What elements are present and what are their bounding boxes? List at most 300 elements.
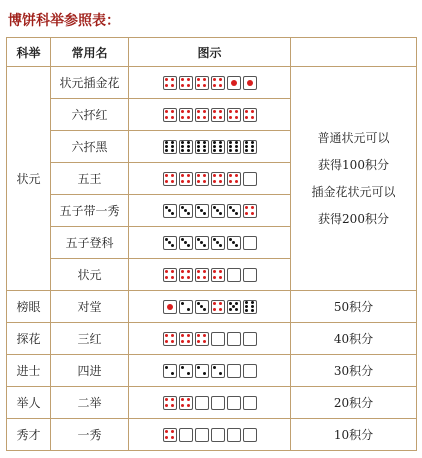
table-row xyxy=(7,323,417,355)
die-pip xyxy=(171,180,174,183)
die-pip xyxy=(165,84,168,87)
die-face-6-icon xyxy=(243,300,257,314)
die-pip xyxy=(251,305,254,308)
die-pip xyxy=(219,141,222,144)
die-face-2-icon xyxy=(179,364,193,378)
table-row xyxy=(7,387,417,419)
die-pip xyxy=(229,302,232,305)
name-cell: 对堂 xyxy=(51,291,129,323)
die-face-3-icon xyxy=(163,236,177,250)
die-face-4-icon xyxy=(195,108,209,122)
die-pip xyxy=(229,238,232,241)
die-pip xyxy=(171,110,174,113)
die-pip xyxy=(251,206,254,209)
die-face-4-icon xyxy=(195,76,209,90)
die-pip xyxy=(197,340,200,343)
table-row xyxy=(7,67,417,99)
blank-die-icon xyxy=(227,364,241,378)
die-pip xyxy=(251,116,254,119)
die-pip xyxy=(165,174,168,177)
blank-die-icon xyxy=(211,428,225,442)
name-cell: 五子登科 xyxy=(51,227,129,259)
die-face-4-icon xyxy=(211,108,225,122)
die-pip xyxy=(165,340,168,343)
die-pip xyxy=(171,116,174,119)
die-pip xyxy=(219,78,222,81)
die-pip xyxy=(165,238,168,241)
rank-cell: 举人 xyxy=(7,387,51,419)
die-pip xyxy=(171,398,174,401)
die-pip xyxy=(181,366,184,369)
die-pip xyxy=(213,308,216,311)
die-pip xyxy=(187,116,190,119)
die-pip xyxy=(187,212,190,215)
die-pip xyxy=(197,302,200,305)
die-pip xyxy=(245,149,248,152)
die-pip xyxy=(213,302,216,305)
blank-die-icon xyxy=(227,332,241,346)
die-pip xyxy=(219,174,222,177)
name-cell: 一秀 xyxy=(51,419,129,451)
keju-reference-table xyxy=(6,37,417,451)
die-pip xyxy=(219,302,222,305)
die-pip xyxy=(203,340,206,343)
die-face-4-icon xyxy=(179,268,193,282)
die-pip xyxy=(219,308,222,311)
die-pip xyxy=(187,149,190,152)
die-face-4-icon xyxy=(243,108,257,122)
die-face-4-icon xyxy=(163,76,177,90)
die-pip xyxy=(181,145,184,148)
die-pip xyxy=(197,270,200,273)
table-title: 博饼科举参照表： xyxy=(8,13,120,29)
score-cell: 30积分 xyxy=(291,355,417,387)
die-pip xyxy=(187,334,190,337)
die-pip xyxy=(245,116,248,119)
die-pip xyxy=(213,145,216,148)
name-cell: 五王 xyxy=(51,163,129,195)
die-pip xyxy=(165,145,168,148)
die-face-3-icon xyxy=(195,204,209,218)
die-pip xyxy=(235,174,238,177)
name-cell: 状元 xyxy=(51,259,129,291)
die-face-3-icon xyxy=(211,236,225,250)
die-pip xyxy=(219,212,222,215)
die-pip xyxy=(235,308,238,311)
dice-set xyxy=(129,364,290,378)
die-face-4-icon xyxy=(163,428,177,442)
die-pip xyxy=(197,276,200,279)
die-pip xyxy=(235,110,238,113)
table-row xyxy=(7,355,417,387)
die-pip xyxy=(171,149,174,152)
die-pip xyxy=(197,206,200,209)
die-pip xyxy=(171,244,174,247)
die-pip xyxy=(251,301,254,304)
die-pip xyxy=(245,305,248,308)
die-pip xyxy=(181,206,184,209)
die-pip xyxy=(229,206,232,209)
name-cell: 六抔红 xyxy=(51,99,129,131)
die-pip xyxy=(187,276,190,279)
die-pip xyxy=(165,141,168,144)
die-pip xyxy=(197,145,200,148)
die-pip xyxy=(245,309,248,312)
die-pip xyxy=(165,206,168,209)
die-pip xyxy=(251,141,254,144)
die-pip xyxy=(165,110,168,113)
die-face-4-icon xyxy=(179,332,193,346)
note-line: 获得200积分 xyxy=(318,211,389,226)
die-pip xyxy=(203,149,206,152)
rank-cell: 进士 xyxy=(7,355,51,387)
die-pip xyxy=(187,404,190,407)
die-pip xyxy=(203,270,206,273)
die-pip xyxy=(203,116,206,119)
die-pip xyxy=(219,180,222,183)
name-cell: 六抔黑 xyxy=(51,131,129,163)
header-score xyxy=(291,38,417,67)
die-pip xyxy=(197,174,200,177)
die-face-5-icon xyxy=(227,300,241,314)
die-pip xyxy=(181,334,184,337)
die-pip xyxy=(219,244,222,247)
die-pip xyxy=(245,141,248,144)
die-pip xyxy=(213,276,216,279)
die-pip xyxy=(181,149,184,152)
header-name: 常用名 xyxy=(51,38,129,67)
dice-set xyxy=(129,428,290,442)
name-cell: 四进 xyxy=(51,355,129,387)
die-pip xyxy=(203,372,206,375)
blank-die-icon xyxy=(243,332,257,346)
die-pip xyxy=(165,116,168,119)
die-pip xyxy=(251,309,254,312)
die-pip xyxy=(245,110,248,113)
die-pip xyxy=(165,334,168,337)
die-pip xyxy=(235,180,238,183)
die-face-6-icon xyxy=(163,140,177,154)
die-pip xyxy=(187,174,190,177)
die-face-3-icon xyxy=(195,236,209,250)
dice-set xyxy=(129,300,290,314)
note-line: 获得100积分 xyxy=(318,157,389,172)
die-pip xyxy=(197,78,200,81)
die-pip xyxy=(187,270,190,273)
die-pip xyxy=(213,116,216,119)
die-pip xyxy=(235,145,238,148)
die-pip xyxy=(219,149,222,152)
die-pip xyxy=(187,372,190,375)
die-pip xyxy=(219,372,222,375)
rank-cell: 榜眼 xyxy=(7,291,51,323)
blank-die-icon xyxy=(179,428,193,442)
die-pip xyxy=(171,334,174,337)
die-pip xyxy=(171,430,174,433)
blank-die-icon xyxy=(211,332,225,346)
die-pip xyxy=(235,302,238,305)
die-face-4-icon xyxy=(179,172,193,186)
die-pip xyxy=(213,84,216,87)
die-face-6-icon xyxy=(195,140,209,154)
die-pip xyxy=(181,174,184,177)
dice-set xyxy=(129,140,290,154)
die-face-4-icon xyxy=(243,204,257,218)
die-face-2-icon xyxy=(211,364,225,378)
score-cell: 20积分 xyxy=(291,387,417,419)
die-pip xyxy=(171,145,174,148)
die-pip xyxy=(245,206,248,209)
die-face-4-icon xyxy=(227,172,241,186)
die-face-3-icon xyxy=(163,204,177,218)
die-pip xyxy=(235,212,238,215)
die-face-4-icon xyxy=(211,172,225,186)
die-pip xyxy=(187,398,190,401)
die-pip xyxy=(171,404,174,407)
die-pip xyxy=(187,180,190,183)
die-face-4-icon xyxy=(195,172,209,186)
die-pip xyxy=(181,84,184,87)
die-face-2-icon xyxy=(195,364,209,378)
die-face-4-icon xyxy=(163,396,177,410)
die-pip xyxy=(181,180,184,183)
die-pip xyxy=(171,174,174,177)
die-pip xyxy=(187,308,190,311)
die-pip xyxy=(213,270,216,273)
die-pip xyxy=(165,270,168,273)
die-pip xyxy=(181,398,184,401)
blank-die-icon xyxy=(243,268,257,282)
die-pip xyxy=(213,149,216,152)
die-pip xyxy=(197,149,200,152)
die-pip xyxy=(165,276,168,279)
rank-cell: 状元 xyxy=(7,67,51,291)
die-pip xyxy=(187,110,190,113)
blank-die-icon xyxy=(195,428,209,442)
die-face-4-icon xyxy=(163,332,177,346)
die-pip xyxy=(229,308,232,311)
blank-die-icon xyxy=(195,396,209,410)
die-pip xyxy=(197,141,200,144)
die-pip xyxy=(171,270,174,273)
die-pip xyxy=(171,340,174,343)
die-pip xyxy=(167,304,173,310)
die-face-3-icon xyxy=(227,204,241,218)
die-pip xyxy=(181,110,184,113)
dice-set xyxy=(129,108,290,122)
die-pip xyxy=(219,116,222,119)
die-face-4-icon xyxy=(163,108,177,122)
dice-set xyxy=(129,204,290,218)
die-pip xyxy=(245,145,248,148)
die-face-4-icon xyxy=(211,268,225,282)
die-pip xyxy=(251,149,254,152)
die-pip xyxy=(213,141,216,144)
die-pip xyxy=(251,212,254,215)
die-face-3-icon xyxy=(211,204,225,218)
die-pip xyxy=(187,244,190,247)
die-pip xyxy=(203,78,206,81)
die-pip xyxy=(229,174,232,177)
die-face-3-icon xyxy=(227,236,241,250)
die-pip xyxy=(219,270,222,273)
dice-set xyxy=(129,268,290,282)
die-pip xyxy=(213,78,216,81)
die-face-4-icon xyxy=(195,332,209,346)
die-pip xyxy=(197,180,200,183)
dice-set xyxy=(129,332,290,346)
die-pip xyxy=(181,404,184,407)
blank-die-icon xyxy=(227,428,241,442)
die-pip xyxy=(229,180,232,183)
die-pip xyxy=(219,84,222,87)
die-pip xyxy=(203,308,206,311)
die-pip xyxy=(171,276,174,279)
die-pip xyxy=(213,238,216,241)
die-pip xyxy=(203,334,206,337)
die-pip xyxy=(187,340,190,343)
zhuangyuan-note xyxy=(291,67,417,291)
die-face-4-icon xyxy=(211,300,225,314)
die-pip xyxy=(229,149,232,152)
die-pip xyxy=(213,366,216,369)
die-pip xyxy=(229,141,232,144)
die-pip xyxy=(213,206,216,209)
die-pip xyxy=(203,244,206,247)
die-pip xyxy=(165,404,168,407)
die-pip xyxy=(181,302,184,305)
score-cell: 50积分 xyxy=(291,291,417,323)
die-pip xyxy=(203,110,206,113)
die-pip xyxy=(203,141,206,144)
die-pip xyxy=(213,110,216,113)
die-pip xyxy=(187,78,190,81)
name-cell: 五子带一秀 xyxy=(51,195,129,227)
die-pip xyxy=(171,372,174,375)
dice-set xyxy=(129,396,290,410)
dice-set xyxy=(129,236,290,250)
rank-cell: 探花 xyxy=(7,323,51,355)
die-pip xyxy=(203,84,206,87)
die-pip xyxy=(187,141,190,144)
die-face-4-icon xyxy=(163,172,177,186)
die-face-6-icon xyxy=(211,140,225,154)
die-pip xyxy=(235,116,238,119)
die-pip xyxy=(235,244,238,247)
die-pip xyxy=(165,436,168,439)
die-pip xyxy=(235,141,238,144)
die-face-4-icon xyxy=(179,76,193,90)
die-pip xyxy=(219,110,222,113)
die-pip xyxy=(203,276,206,279)
blank-die-icon xyxy=(243,364,257,378)
die-pip xyxy=(203,145,206,148)
dice-set xyxy=(129,76,290,90)
name-cell: 二举 xyxy=(51,387,129,419)
die-pip xyxy=(245,212,248,215)
die-pip xyxy=(165,366,168,369)
die-pip xyxy=(219,276,222,279)
die-pip xyxy=(251,110,254,113)
die-pip xyxy=(181,78,184,81)
die-pip xyxy=(187,84,190,87)
die-pip xyxy=(165,149,168,152)
die-pip xyxy=(187,145,190,148)
die-face-3-icon xyxy=(179,236,193,250)
blank-die-icon xyxy=(211,396,225,410)
die-pip xyxy=(181,116,184,119)
blank-die-icon xyxy=(243,172,257,186)
name-cell: 三红 xyxy=(51,323,129,355)
die-face-1-icon xyxy=(163,300,177,314)
die-pip xyxy=(181,238,184,241)
header-rank: 科举 xyxy=(7,38,51,67)
die-pip xyxy=(165,78,168,81)
die-face-4-icon xyxy=(179,108,193,122)
die-pip xyxy=(181,141,184,144)
die-face-4-icon xyxy=(227,108,241,122)
die-face-6-icon xyxy=(179,140,193,154)
die-pip xyxy=(229,110,232,113)
die-pip xyxy=(229,145,232,148)
die-pip xyxy=(213,180,216,183)
note-line: 插金花状元可以 xyxy=(311,184,396,199)
die-pip xyxy=(203,180,206,183)
die-face-6-icon xyxy=(227,140,241,154)
die-face-1-icon xyxy=(243,76,257,90)
die-pip xyxy=(219,145,222,148)
die-face-3-icon xyxy=(195,300,209,314)
blank-die-icon xyxy=(243,236,257,250)
dice-set xyxy=(129,172,290,186)
die-face-4-icon xyxy=(163,268,177,282)
die-pip xyxy=(197,238,200,241)
score-cell: 10积分 xyxy=(291,419,417,451)
blank-die-icon xyxy=(243,396,257,410)
die-pip xyxy=(235,149,238,152)
die-face-4-icon xyxy=(211,76,225,90)
header-diagram: 图示 xyxy=(129,38,291,67)
name-cell: 状元插金花 xyxy=(51,67,129,99)
die-pip xyxy=(171,212,174,215)
die-face-1-icon xyxy=(227,76,241,90)
score-cell: 40积分 xyxy=(291,323,417,355)
die-face-4-icon xyxy=(179,396,193,410)
die-pip xyxy=(165,398,168,401)
die-pip xyxy=(171,141,174,144)
die-pip xyxy=(197,366,200,369)
die-face-2-icon xyxy=(179,300,193,314)
die-face-3-icon xyxy=(179,204,193,218)
blank-die-icon xyxy=(227,268,241,282)
die-pip xyxy=(171,436,174,439)
die-pip xyxy=(197,110,200,113)
rank-cell: 秀才 xyxy=(7,419,51,451)
table-row xyxy=(7,419,417,451)
die-face-2-icon xyxy=(163,364,177,378)
die-pip xyxy=(197,116,200,119)
die-pip xyxy=(181,270,184,273)
die-face-6-icon xyxy=(243,140,257,154)
note-line: 普通状元可以 xyxy=(317,130,390,145)
die-pip xyxy=(213,174,216,177)
die-pip xyxy=(203,174,206,177)
die-pip xyxy=(197,84,200,87)
die-pip xyxy=(247,80,253,86)
die-pip xyxy=(171,78,174,81)
blank-die-icon xyxy=(227,396,241,410)
die-pip xyxy=(229,116,232,119)
